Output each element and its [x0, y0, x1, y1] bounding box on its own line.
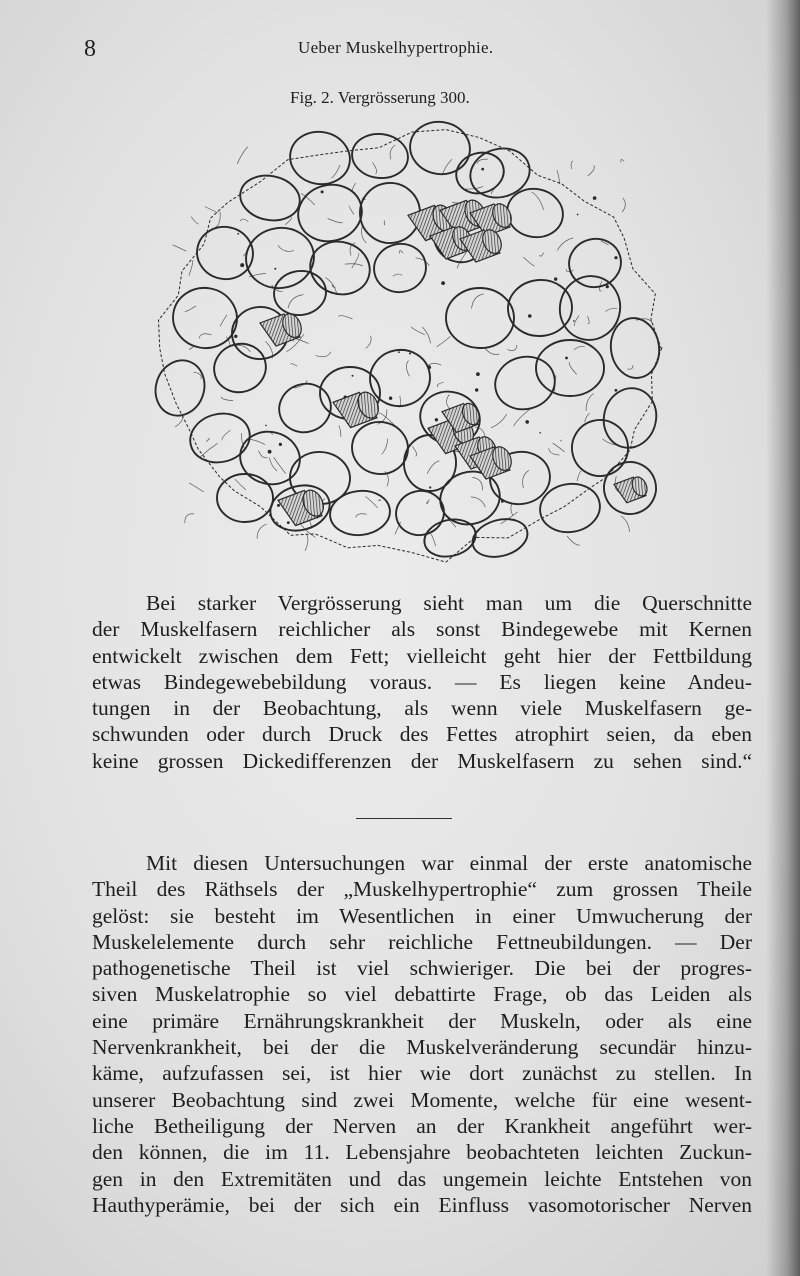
connective-strand [491, 414, 507, 428]
paragraph-magnification-observation [92, 590, 752, 774]
connective-strand [406, 360, 409, 376]
fat-cell-ring [292, 178, 368, 248]
connective-strand [472, 294, 484, 309]
text-line: Theil des Räthsels der „Muskelhypertrophie“ zum grossen Theile [92, 877, 752, 902]
cell-nucleus [321, 190, 324, 193]
text-line: eine primäre Ernährungskrankheit der Muskeln, oder als eine [92, 1008, 752, 1033]
cell-nucleus [389, 397, 392, 400]
connective-strand [328, 219, 343, 223]
connective-strand [352, 253, 359, 268]
fat-cell-ring [350, 131, 411, 181]
connective-strand [416, 258, 430, 266]
connective-strand [274, 457, 286, 474]
connective-strand [501, 512, 518, 524]
fat-cell-ring [536, 340, 604, 396]
connective-strand [269, 458, 277, 471]
cell-nucleus [615, 389, 618, 392]
cell-nucleus [409, 353, 411, 355]
connective-strand [585, 413, 590, 422]
fat-cell-ring [185, 408, 254, 468]
connective-strand [514, 408, 531, 426]
fat-cell-ring [445, 287, 515, 349]
connective-strand [447, 395, 450, 410]
connective-strand [431, 534, 436, 546]
connective-strand [588, 316, 590, 323]
connective-strand [366, 497, 378, 508]
text-line: gen in den Extremitäten und das ungemein leichte Entstehen von [92, 1166, 752, 1191]
fat-cell-ring [272, 377, 337, 440]
cell-nucleus [525, 420, 529, 424]
cell-nucleus [481, 168, 484, 171]
connective-strand [622, 198, 625, 212]
connective-strand [339, 425, 341, 436]
fat-cell-ring [598, 383, 663, 454]
text-line: Mit diesen Untersuchungen war einmal der erste anatomische [146, 851, 752, 875]
cell-nucleus [435, 418, 438, 421]
connective-strand [390, 145, 395, 159]
cell-nucleus [265, 425, 267, 427]
connective-strand [278, 245, 294, 251]
connective-strand [235, 479, 246, 490]
cell-nucleus [614, 256, 617, 259]
text-line: Hauthyperämie, bei der sich ein Einfluss vasomotorischer Nerven [92, 1192, 752, 1217]
connective-strand [194, 372, 202, 379]
connective-strand [291, 364, 297, 366]
text-line: der Muskelfasern reichlicher als sonst Bindegewebe mit Kernen [92, 617, 752, 642]
connective-strand [574, 346, 585, 350]
running-head: Ueber Muskelhypertrophie. [298, 38, 494, 57]
connective-strand [577, 471, 581, 481]
fat-cell-ring [506, 277, 575, 339]
page-number: 8 [84, 36, 96, 62]
cell-nucleus [539, 432, 541, 434]
connective-strand [305, 534, 308, 551]
cell-nucleus [268, 450, 272, 454]
connective-strand [477, 159, 488, 163]
fat-cell-ring [370, 239, 431, 297]
fat-cell-ring [192, 222, 257, 284]
connective-strand [523, 470, 529, 488]
connective-strand [437, 336, 451, 347]
connective-strand [189, 347, 193, 350]
connective-strand [189, 483, 204, 492]
connective-strand [549, 448, 560, 455]
text-line: etwas Bindegewebebildung voraus. — Es liegen keine Andeu- [92, 669, 752, 694]
connective-strand [338, 316, 352, 319]
fat-cell-ring [236, 171, 303, 226]
connective-strand [507, 345, 517, 350]
connective-strand [206, 438, 209, 441]
connective-strand [485, 348, 500, 355]
cell-nucleus [277, 504, 280, 507]
cell-nucleus [606, 285, 609, 288]
paragraph-pathogenesis [92, 850, 752, 1218]
connective-strand [560, 440, 561, 441]
connective-strand [189, 260, 193, 276]
connective-strand [185, 514, 194, 523]
fat-cell-ring [489, 350, 560, 416]
cell-nucleus [237, 233, 239, 235]
connective-strand [378, 500, 381, 501]
connective-strand [427, 500, 430, 504]
text-line: keine grossen Dickedifferenzen der Muskelfasern zu sehen sind.“ [92, 748, 752, 773]
cell-nucleus [476, 372, 480, 376]
connective-strand [175, 416, 183, 427]
connective-strand [240, 219, 248, 222]
connective-strand [412, 446, 417, 456]
text-line: käme, aufzufassen sei, ist hier wie dort zunächst zu stellen. In [92, 1061, 752, 1086]
connective-strand [185, 306, 196, 312]
cell-nucleus [274, 268, 276, 270]
text-line: gelöst: sie besteht im Wesentlichen in einer Umwucherung der [92, 903, 752, 928]
connective-strand [532, 192, 544, 210]
connective-strand [574, 315, 579, 326]
fat-cell-ring [304, 235, 376, 302]
connective-strand [586, 394, 593, 412]
connective-strand [571, 161, 573, 169]
connective-strand [427, 461, 439, 474]
fat-cell-ring [564, 234, 625, 292]
connective-strand [199, 334, 211, 339]
muscle-cross-section-illustration [150, 118, 670, 563]
figure-caption: Fig. 2. Vergrösserung 300. [290, 88, 470, 107]
text-line: tungen in der Beobachtung, als wenn viele Muskelfasern ge- [92, 696, 752, 721]
cell-nucleus [528, 314, 532, 318]
connective-strand [257, 524, 267, 539]
cell-nucleus [352, 375, 354, 377]
connective-strand [200, 443, 218, 457]
cell-nucleus [234, 335, 237, 338]
fat-cell-ring [235, 426, 305, 490]
fat-cell-ring [503, 184, 567, 242]
cell-nucleus [287, 521, 290, 524]
text-line: den können, die im 11. Lebensjahre beobachteten leichten Zuckun- [92, 1140, 752, 1165]
connective-strand [524, 257, 535, 266]
connective-strand [373, 162, 377, 173]
fat-cell-ring [271, 268, 328, 318]
connective-strand [423, 327, 431, 343]
connective-strand [237, 147, 248, 164]
connective-strand [221, 397, 233, 401]
connective-strand [288, 295, 303, 309]
cell-nucleus [429, 486, 431, 488]
cell-nucleus [279, 443, 282, 446]
fat-cell-ring [406, 118, 474, 178]
connective-strand [411, 327, 425, 335]
connective-strand [539, 253, 543, 257]
connective-strand [437, 382, 443, 387]
text-line: schwunden oder durch Druck des Fettes atrophirt seien, da eben [92, 722, 752, 747]
text-line: Nervenkrankheit, bei der die Muskelveränderung secundär hinzu- [92, 1035, 752, 1060]
connective-strand [621, 160, 624, 163]
fat-cell-ring [465, 142, 536, 204]
connective-strand [173, 245, 187, 251]
text-line: entwickelt zwischen dem Fett; vielleicht geht hier der Fettbildung [92, 643, 752, 668]
fat-cell-ring [468, 513, 532, 563]
cell-nucleus [593, 196, 597, 200]
connective-strand [222, 430, 231, 440]
connective-strand [349, 206, 354, 215]
connective-strand [399, 251, 403, 254]
connective-strand [393, 274, 402, 276]
cell-nucleus [554, 277, 557, 280]
book-spine-shadow [766, 0, 800, 1276]
section-separator-rule [356, 818, 452, 819]
text-line: siven Muskelatrophie so viel debattirte Frage, ob das Leiden als [92, 982, 752, 1007]
connective-strand [588, 165, 595, 176]
fat-cell-ring [392, 486, 448, 539]
connective-strand [605, 308, 617, 311]
cell-nucleus [577, 214, 579, 216]
connective-strand [216, 212, 221, 227]
connective-strand [628, 365, 633, 369]
connective-strand [366, 336, 371, 349]
connective-strand [569, 362, 577, 374]
fat-cell-ring [349, 418, 412, 478]
connective-strand [511, 503, 513, 515]
cell-nucleus [441, 281, 445, 285]
connective-strand [191, 217, 199, 224]
text-line: pathogenetische Theil ist viel schwieriger. Die bei der progres- [92, 956, 752, 981]
connective-strand [567, 536, 580, 545]
text-line: liche Betheiligung der Nerven an der Krankheit angeführt wer- [92, 1113, 752, 1138]
fat-cell-ring [451, 147, 508, 198]
cell-nucleus [398, 351, 400, 353]
connective-strand [553, 443, 565, 452]
connective-strand [259, 451, 268, 458]
connective-strand [382, 439, 388, 455]
text-line: unserer Beobachtung sind zwei Momente, welche für eine wesent- [92, 1087, 752, 1112]
cell-nucleus [565, 357, 568, 360]
cell-nucleus [475, 388, 478, 391]
connective-strand [205, 207, 218, 213]
connective-strand [248, 439, 265, 445]
text-line: Muskelelemente durch sehr reichliche Fettneubildungen. — Der [92, 929, 752, 954]
connective-strand [356, 514, 367, 518]
connective-strand [621, 516, 630, 532]
cell-nucleus [240, 263, 244, 267]
connective-strand [316, 352, 331, 357]
text-line: Bei starker Vergrösserung sieht man um die Querschnitte [146, 591, 752, 615]
connective-strand [332, 165, 341, 178]
muscle-cross-section-figure [150, 118, 670, 563]
fat-cell-ring [217, 474, 274, 523]
connective-strand [471, 497, 486, 507]
connective-strand [557, 238, 573, 251]
connective-strand [472, 477, 482, 490]
cell-nucleus [573, 320, 575, 322]
connective-strand [220, 315, 227, 326]
fat-cells [150, 118, 663, 563]
fat-cell-ring [420, 514, 479, 561]
fat-cell-ring [168, 283, 242, 354]
fat-cell-ring [328, 488, 393, 538]
